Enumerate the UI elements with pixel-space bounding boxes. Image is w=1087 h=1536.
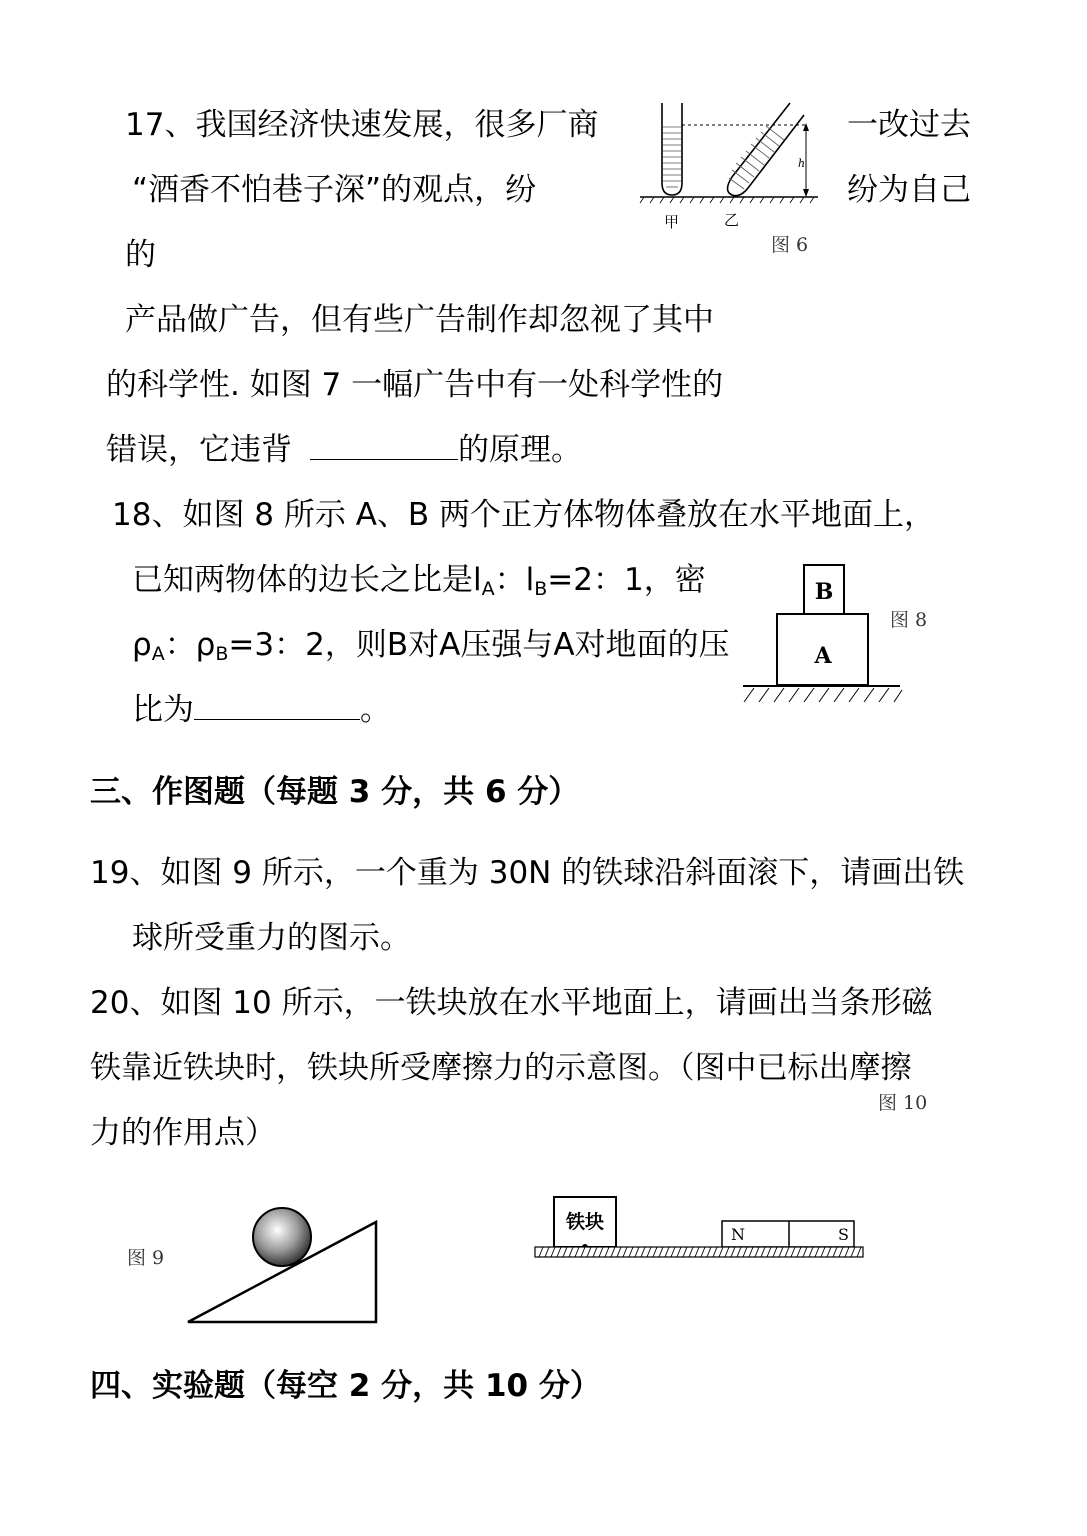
figure-10-caption: 图 10: [874, 1088, 931, 1115]
subscript-b: B: [534, 578, 548, 600]
q20-line3: 力的作用点）: [90, 1115, 276, 1151]
q17-line6-text-b: 的原理。: [458, 432, 582, 468]
iron-ball: [253, 1208, 311, 1266]
subscript-rho-a: A: [151, 643, 165, 665]
figure-8-caption: 图 8: [890, 609, 928, 631]
q19-line1: 19、如图 9 所示，一个重为 30N 的铁球沿斜面滚下，请画出铁: [90, 855, 965, 891]
label-b: B: [814, 579, 834, 605]
label-jia: 甲: [664, 213, 680, 231]
figure-6-caption: 图 6: [771, 234, 809, 256]
section-4-title: 四、实验题（每空 2 分，共 10 分）: [90, 1368, 601, 1404]
label-a: A: [814, 643, 832, 669]
figure-9: [180, 1200, 385, 1330]
answer-blank-q18[interactable]: [194, 691, 360, 720]
subscript-a: A: [481, 578, 495, 600]
iron-block-label: 铁块: [565, 1211, 605, 1233]
liquid-yi: [729, 126, 784, 189]
q17-line5: 的科学性. 如图 7 一幅广告中有一处科学性的: [106, 367, 724, 403]
q18-line3-b: ：ρ: [164, 627, 216, 663]
q17-line2-left: “酒香不怕巷子深”的观点，纷: [132, 172, 537, 208]
q18-line2-b: ：l: [494, 562, 535, 598]
tube-yi: [728, 103, 805, 196]
q17-line4: 产品做广告，但有些广告制作却忽视了其中: [125, 302, 714, 338]
ground-hatch: [744, 688, 902, 702]
q20-line1: 20、如图 10 所示，一铁块放在水平地面上，请画出当条形磁: [90, 985, 933, 1021]
figure-10: [533, 1193, 868, 1263]
ground-hatch: [640, 197, 814, 203]
q18-line3-a: ρ: [132, 627, 152, 663]
q18-line1: 18、如图 8 所示 A、B 两个正方体物体叠放在水平地面上，: [112, 497, 936, 533]
figure-8: [740, 562, 905, 712]
subscript-rho-b: B: [215, 643, 229, 665]
q20-line2: 铁靠近铁块时，铁块所受摩擦力的示意图。（图中已标出摩擦: [90, 1050, 912, 1086]
q17-line6-text-a: 错误，它违背: [106, 432, 292, 468]
q17-line1-left: 17、我国经济快速发展，很多厂商: [125, 107, 599, 143]
q18-line4-b: 。: [360, 692, 391, 728]
answer-blank-q17[interactable]: [310, 431, 458, 460]
q18-line2: [132, 560, 742, 600]
q18-line4-a: 比为: [132, 692, 194, 728]
label-yi: 乙: [724, 211, 740, 229]
section-3-title: 三、作图题（每题 3 分，共 6 分）: [90, 774, 580, 810]
q18-line4: [132, 690, 391, 730]
pole-s: S: [838, 1225, 849, 1244]
q17-line3: 的: [125, 237, 156, 273]
q17-line2-right: 纷为自己: [847, 172, 971, 208]
q18-line3: [132, 625, 742, 665]
q18-line3-c: =3：2，则B对A压强与A对地面的压: [228, 627, 730, 663]
figure-9-caption: 图 9: [127, 1247, 165, 1269]
q17-line1-right: 一改过去: [847, 107, 971, 143]
pole-n: N: [731, 1225, 745, 1244]
liquid-jia: [663, 127, 681, 187]
label-h: h: [798, 157, 806, 170]
q18-line2-a: 已知两物体的边长之比是l: [132, 562, 482, 598]
q19-line2: 球所受重力的图示。: [132, 920, 411, 956]
q17-line6: [106, 430, 582, 470]
figure-6: [630, 95, 830, 235]
q18-line2-c: =2：1，密: [547, 562, 706, 598]
